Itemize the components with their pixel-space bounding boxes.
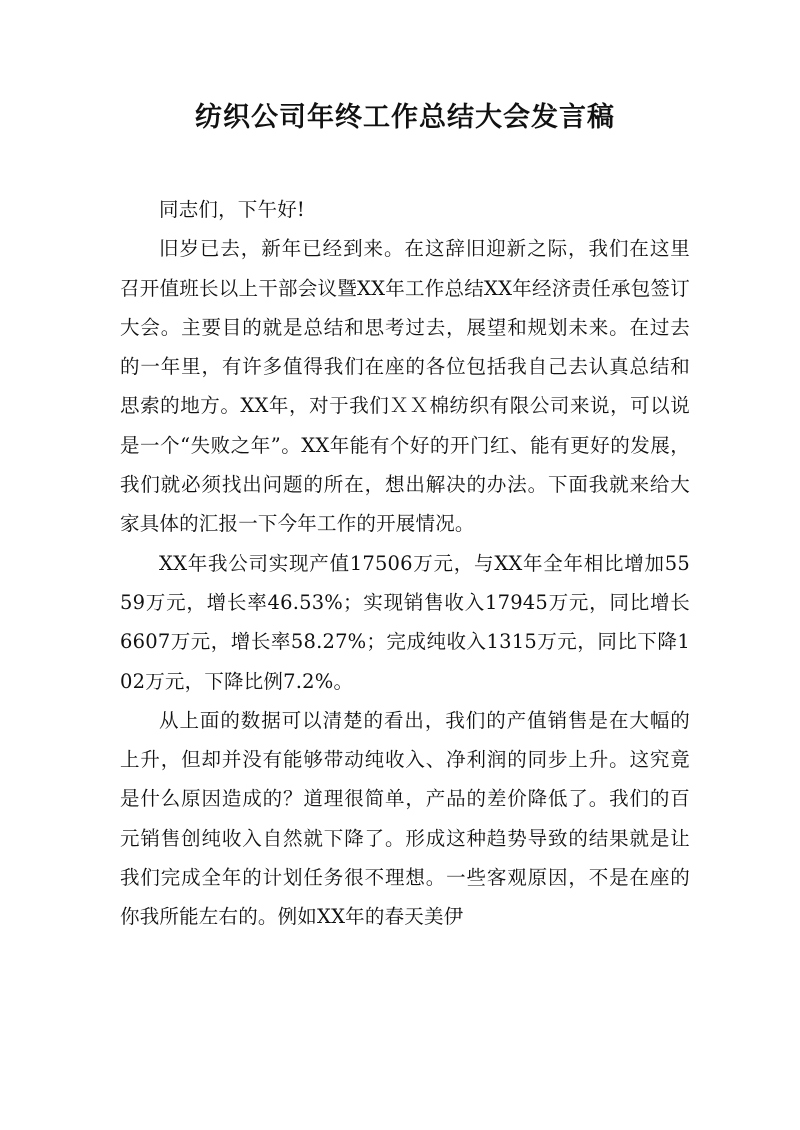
paragraph-intro: 旧岁已去，新年已经到来。在这辞旧迎新之际，我们在这里召开值班长以上干部会议暨XX年工作总结XX年经济责任承包签订大会。主要目的就是总结和思考过去，展望和规划未来。在过去的一年里，有许多值得我们在座的各位包括我自己去认真总结和思索的地方。XX年，对于我们ＸＸ棉纺织有限公司来说，可以说是一个“失败之年”。XX年能有个好的开门红、能有更好的发展，我们就必须找出问题的所在，想出解决的办法。下面我就来给大家具体的汇报一下今年工作的开展情况。 xyxy=(120,237,690,536)
document-title: 纺织公司年终工作总结大会发言稿 xyxy=(195,102,615,133)
paragraph-greeting: 同志们，下午好! xyxy=(159,198,305,221)
document-body xyxy=(120,190,690,937)
paragraph-figures: XX年我公司实现产值17506万元，与XX年全年相比增加5559万元，增长率46.53%；实现销售收入17945万元，同比增长6607万元，增长率58.27%；完成纯收入1315万元，同比下降102万元，下降比例7.2%。 xyxy=(120,551,690,693)
paragraph-analysis: 从上面的数据可以清楚的看出，我们的产值销售是在大幅的上升，但却并没有能够带动纯收入、净利润的同步上升。这究竟是什么原因造成的？道理很简单，产品的差价降低了。我们的百元销售创纯收入自然就下降了。形成这种趋势导致的结果就是让我们完成全年的计划任务很不理想。一些客观原因，不是在座的你我所能左右的。例如XX年的春天美伊 xyxy=(120,708,690,929)
